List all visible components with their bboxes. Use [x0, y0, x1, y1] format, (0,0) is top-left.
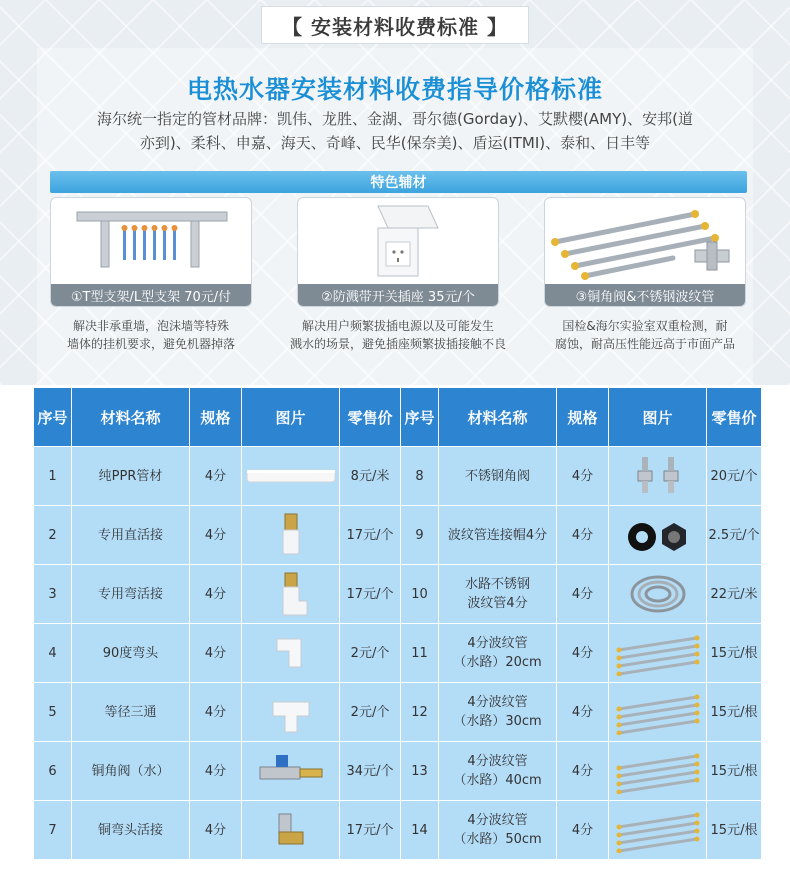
item-spec: 4分 [190, 506, 242, 565]
elbow-union-icon [242, 571, 339, 617]
copper-elbow-icon [242, 810, 339, 850]
item-price: 15元/根 [707, 683, 762, 742]
item-image [609, 742, 707, 801]
feature-caption: ③铜角阀&不锈钢波纹管 [545, 284, 745, 306]
table-row [34, 565, 762, 624]
item-spec: 4分 [190, 565, 242, 624]
table-row [34, 742, 762, 801]
item-number: 8 [401, 447, 439, 506]
col-header: 规格 [557, 388, 609, 447]
item-spec: 4分 [557, 565, 609, 624]
table-row [34, 506, 762, 565]
item-number: 11 [401, 624, 439, 683]
col-header: 材料名称 [72, 388, 190, 447]
feature-card-bracket [50, 197, 252, 307]
item-name: 水路不锈钢 波纹管4分 [439, 565, 557, 624]
col-header: 序号 [34, 388, 72, 447]
item-spec: 4分 [557, 447, 609, 506]
item-image [242, 447, 340, 506]
hose-icon [609, 689, 706, 735]
table-row [34, 447, 762, 506]
item-number: 3 [34, 565, 72, 624]
item-number: 7 [34, 801, 72, 860]
item-number: 2 [34, 506, 72, 565]
feature-description: 解决非承重墙，泡沫墙等特殊 墙体的挂机要求，避免机器掉落 [66, 319, 235, 351]
item-name: 专用直活接 [72, 506, 190, 565]
bottom-spacer [0, 860, 790, 889]
copper-valve-icon [242, 751, 339, 791]
item-price: 34元/个 [340, 742, 401, 801]
item-image [609, 683, 707, 742]
item-name: 4分波纹管 （水路）50cm [439, 801, 557, 860]
item-price: 2元/个 [340, 624, 401, 683]
elbow-90-icon [242, 633, 339, 673]
item-name: 不锈钢角阀 [439, 447, 557, 506]
nut-cap-icon [609, 515, 706, 555]
tee-icon [242, 690, 339, 734]
item-spec: 4分 [190, 624, 242, 683]
item-image [609, 447, 707, 506]
col-header: 规格 [190, 388, 242, 447]
item-number: 10 [401, 565, 439, 624]
item-image [242, 624, 340, 683]
item-spec: 4分 [557, 624, 609, 683]
item-price: 15元/根 [707, 742, 762, 801]
item-name: 4分波纹管 （水路）40cm [439, 742, 557, 801]
item-image [242, 742, 340, 801]
item-name: 铜角阀（水） [72, 742, 190, 801]
item-price: 2.5元/个 [707, 506, 762, 565]
table-header [34, 388, 762, 447]
page-title: 电热水器安装材料收费指导价格标准 [186, 75, 603, 104]
straight-union-icon [242, 512, 339, 558]
item-spec: 4分 [557, 506, 609, 565]
item-spec: 4分 [190, 683, 242, 742]
item-price: 20元/个 [707, 447, 762, 506]
item-number: 12 [401, 683, 439, 742]
brand-list: 海尔统一指定的管材品牌：凯伟、龙胜、金湖、哥尔德(Gorday)、艾默樱(AMY)、安邦(道亦到)、柔科、申嘉、海天、奇峰、民华(保奈美)、盾运(ITMI)、泰和、日丰等 [97, 110, 693, 152]
col-header: 零售价 [340, 388, 401, 447]
ppr-pipe-icon [242, 461, 339, 491]
bracket-icon [51, 198, 251, 284]
item-spec: 4分 [190, 447, 242, 506]
feature-card-socket [297, 197, 499, 307]
table-row [34, 801, 762, 860]
item-number: 13 [401, 742, 439, 801]
item-number: 1 [34, 447, 72, 506]
feature-caption: ①T型支架/L型支架 70元/付 [51, 284, 251, 306]
col-header: 序号 [401, 388, 439, 447]
item-image [609, 801, 707, 860]
item-name: 铜弯头活接 [72, 801, 190, 860]
item-image [242, 506, 340, 565]
item-price: 17元/个 [340, 506, 401, 565]
hose-icon [609, 748, 706, 794]
hose-coil-icon [609, 571, 706, 617]
item-spec: 4分 [557, 683, 609, 742]
item-spec: 4分 [190, 742, 242, 801]
col-header: 材料名称 [439, 388, 557, 447]
item-price: 8元/米 [340, 447, 401, 506]
item-image [609, 565, 707, 624]
feature-caption: ②防溅带开关插座 35元/个 [298, 284, 498, 306]
price-table [33, 387, 762, 860]
col-header: 零售价 [707, 388, 762, 447]
item-number: 9 [401, 506, 439, 565]
item-price: 17元/个 [340, 565, 401, 624]
angle-valve-icon [609, 453, 706, 499]
socket-icon [298, 198, 498, 284]
item-spec: 4分 [557, 742, 609, 801]
item-name: 专用弯活接 [72, 565, 190, 624]
item-price: 17元/个 [340, 801, 401, 860]
table-row [34, 683, 762, 742]
feature-card-hose [544, 197, 746, 307]
item-name: 波纹管连接帽4分 [439, 506, 557, 565]
item-name: 90度弯头 [72, 624, 190, 683]
item-spec: 4分 [557, 801, 609, 860]
item-price: 15元/根 [707, 801, 762, 860]
hose-valve-icon [545, 198, 745, 284]
feature-description: 解决用户频繁拔插电源以及可能发生 溅水的场景，避免插座频繁拔插接触不良 [289, 319, 506, 351]
col-header: 图片 [609, 388, 707, 447]
item-number: 6 [34, 742, 72, 801]
item-image [242, 801, 340, 860]
item-price: 22元/米 [707, 565, 762, 624]
feature-heading: 特色辅材 [50, 171, 747, 193]
item-number: 5 [34, 683, 72, 742]
section-badge: 【 安装材料收费标准 】 [261, 6, 529, 44]
item-name: 4分波纹管 （水路）30cm [439, 683, 557, 742]
item-image [609, 624, 707, 683]
table-row [34, 624, 762, 683]
item-image [242, 683, 340, 742]
feature-description: 国检&海尔实验室双重检测，耐 腐蚀，耐高压性能远高于市面产品 [554, 319, 735, 351]
item-price: 15元/根 [707, 624, 762, 683]
hose-icon [609, 630, 706, 676]
item-image [609, 506, 707, 565]
item-name: 4分波纹管 （水路）20cm [439, 624, 557, 683]
item-name: 等径三通 [72, 683, 190, 742]
item-price: 2元/个 [340, 683, 401, 742]
col-header: 图片 [242, 388, 340, 447]
hose-icon [609, 807, 706, 853]
item-number: 4 [34, 624, 72, 683]
item-name: 纯PPR管材 [72, 447, 190, 506]
item-number: 14 [401, 801, 439, 860]
item-spec: 4分 [190, 801, 242, 860]
item-image [242, 565, 340, 624]
